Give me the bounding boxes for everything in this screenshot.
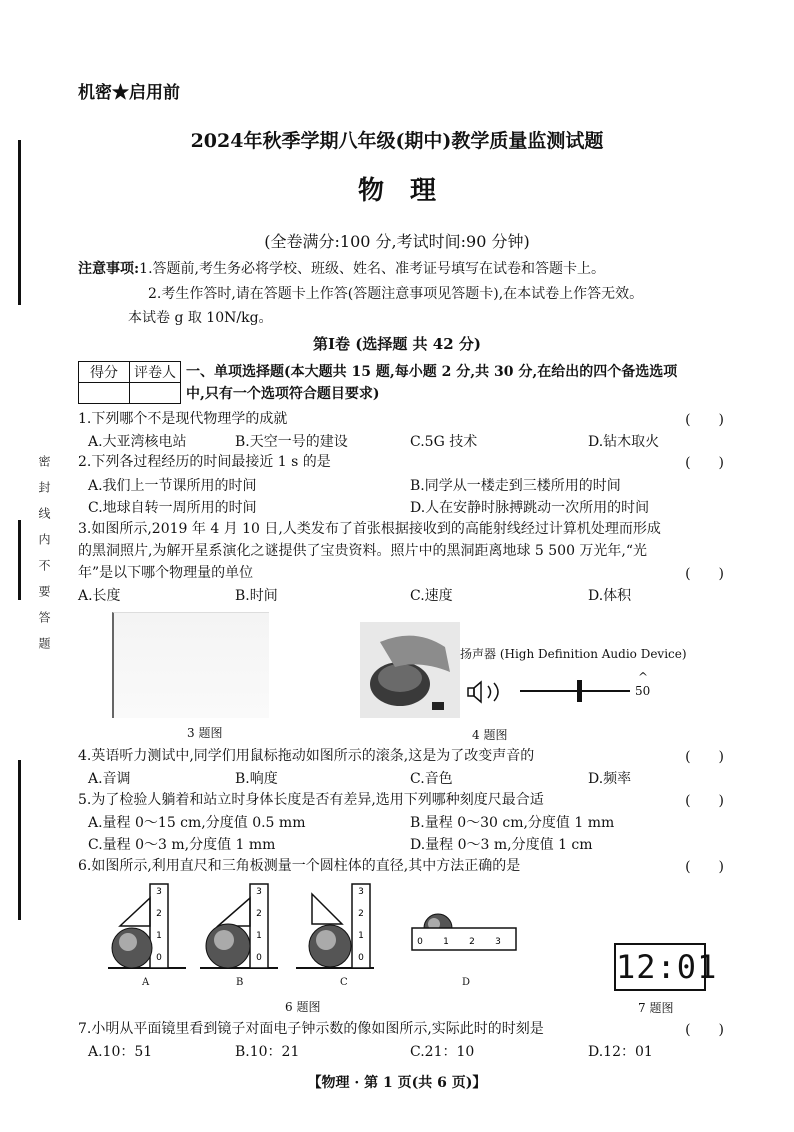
- fig3-blackhole-photo: [112, 612, 269, 718]
- q2-answer-bracket: ( ): [685, 455, 724, 471]
- q5-option-c: C.量程 0～3 m,分度值 1 mm: [88, 837, 276, 853]
- q5-answer-bracket: ( ): [685, 793, 724, 809]
- q1-option-c: C.5G 技术: [410, 434, 478, 450]
- fig7-clock: [614, 943, 718, 991]
- fig6d-tick-2: 2: [469, 937, 475, 947]
- fig6b-tick-3: 3: [256, 887, 262, 897]
- q4-stem: 4.英语听力测试中,同学们用鼠标拖动如图所示的滚条,这是为了改变声音的: [78, 748, 535, 764]
- grader-cell: [130, 383, 181, 404]
- clock-display: 12:01: [616, 948, 718, 986]
- score-label: 得分: [79, 362, 130, 383]
- q2-option-a: A.我们上一节课所用的时间: [88, 478, 257, 494]
- q7-stem: 7.小明从平面镜里看到镜子对面电子钟示数的像如图所示,实际此时的时刻是: [78, 1021, 544, 1037]
- margin-seal-text: 密封线内不要答题: [37, 455, 51, 663]
- fig6b-tick-1: 1: [256, 931, 262, 941]
- volume-slider-track[interactable]: [520, 690, 630, 692]
- notes-item-1: 1.答题前,考生务必将学校、班级、姓名、准考证号填写在试卷和答题卡上。: [139, 261, 605, 277]
- q1-answer-bracket: ( ): [685, 412, 724, 428]
- q7-option-c: C.21：10: [410, 1044, 475, 1060]
- q6-stem: 6.如图所示,利用直尺和三角板测量一个圆柱体的直径,其中方法正确的是: [78, 858, 521, 874]
- volume-up-caret-icon: ^: [638, 670, 649, 684]
- fig6-caption: 6 题图: [285, 1000, 321, 1014]
- q7-option-d: D.12：01: [588, 1044, 653, 1060]
- notes-item-3: 本试卷 g 取 10N/kg。: [128, 310, 273, 326]
- q3-option-d: D.体积: [588, 588, 632, 604]
- q5-option-d: D.量程 0～3 m,分度值 1 cm: [410, 837, 593, 853]
- fig3-caption: 3 题图: [187, 726, 223, 740]
- fig6d-tick-1: 1: [443, 937, 449, 947]
- section-intro-1: 一、单项选择题(本大题共 15 题,每小题 2 分,共 30 分,在给出的四个备选选项: [186, 364, 678, 380]
- fig6b-tick-2: 2: [256, 909, 262, 919]
- q3-option-a: A.长度: [78, 588, 121, 604]
- volume-slider-thumb[interactable]: [577, 680, 582, 702]
- q7-option-b: B.10：21: [235, 1044, 300, 1060]
- fig6a-tick-3: 3: [156, 887, 162, 897]
- notes-label: 注意事项:: [78, 261, 140, 277]
- q7-option-a: A.10：51: [88, 1044, 153, 1060]
- fig6c-tick-0: 0: [358, 953, 364, 963]
- volume-value: 50: [635, 684, 651, 698]
- fig6c-tick-2: 2: [358, 909, 364, 919]
- fig6-diagram-c: [296, 880, 376, 972]
- fig6-label-d: D: [462, 977, 471, 988]
- fig6c-tick-3: 3: [358, 887, 364, 897]
- q7-answer-bracket: ( ): [685, 1022, 724, 1038]
- q2-option-c: C.地球自转一周所用的时间: [88, 500, 257, 516]
- q3-stem-3: 年”是以下哪个物理量的单位: [78, 565, 254, 581]
- fig6-label-c: C: [340, 977, 348, 988]
- q6-answer-bracket: ( ): [685, 859, 724, 875]
- fig6d-tick-3: 3: [495, 937, 501, 947]
- fig6-diagram-b: [200, 880, 280, 972]
- q2-option-b: B.同学从一楼走到三楼所用的时间: [410, 478, 621, 494]
- score-box: [78, 361, 181, 404]
- speaker-icon[interactable]: [466, 680, 508, 704]
- q2-option-d: D.人在安静时脉搏跳动一次所用的时间: [410, 500, 650, 516]
- q1-option-d: D.钻木取火: [588, 434, 660, 450]
- q5-option-b: B.量程 0～30 cm,分度值 1 mm: [410, 815, 615, 831]
- q4-option-d: D.频率: [588, 771, 632, 787]
- section-title: 第Ⅰ卷 (选择题 共 42 分): [313, 335, 481, 353]
- fig6c-tick-1: 1: [358, 931, 364, 941]
- score-time: (全卷满分:100 分,考试时间:90 分钟): [264, 232, 530, 251]
- subject-title: 物 理: [357, 176, 436, 206]
- fig6b-tick-0: 0: [256, 953, 262, 963]
- fig6a-tick-1: 1: [156, 931, 162, 941]
- q3-option-c: C.速度: [410, 588, 453, 604]
- speaker-label: 扬声器 (High Definition Audio Device): [460, 647, 687, 661]
- page-footer: 【物理 · 第 1 页(共 6 页)】: [307, 1075, 487, 1091]
- fig4-mouse-image: [360, 622, 460, 718]
- fig4-caption: 4 题图: [472, 728, 508, 742]
- q3-stem-2: 的黑洞照片,为解开星系演化之谜提供了宝贵资料。照片中的黑洞距离地球 5 500 万光年,“光: [78, 543, 648, 559]
- q4-option-b: B.响度: [235, 771, 278, 787]
- grader-label: 评卷人: [130, 362, 181, 383]
- fig6-diagram-d: [410, 912, 520, 957]
- q1-option-b: B.天空一号的建设: [235, 434, 348, 450]
- fig6a-tick-0: 0: [156, 953, 162, 963]
- fig6a-tick-2: 2: [156, 909, 162, 919]
- notes-block: [78, 259, 605, 279]
- q3-answer-bracket: ( ): [685, 566, 724, 582]
- q3-stem-1: 3.如图所示,2019 年 4 月 10 日,人类发布了首张根据接收到的高能射线经过计算机处理而形成: [78, 521, 661, 537]
- exam-title: 2024年秋季学期八年级(期中)教学质量监测试题: [190, 130, 604, 152]
- fig6-diagram-a: [108, 880, 188, 972]
- confidential-label: 机密★启用前: [78, 83, 180, 103]
- fig6d-tick-0: 0: [417, 937, 423, 947]
- binding-line-mid: [18, 520, 21, 600]
- q5-option-a: A.量程 0～15 cm,分度值 0.5 mm: [88, 815, 306, 831]
- section-intro-2: 中,只有一个选项符合题目要求): [186, 386, 380, 402]
- notes-item-2: 2.考生作答时,请在答题卡上作答(答题注意事项见答题卡),在本试卷上作答无效。: [148, 286, 644, 302]
- binding-line-top: [18, 140, 21, 305]
- fig7-caption: 7 题图: [638, 1001, 674, 1015]
- fig6-label-a: A: [142, 977, 150, 988]
- q2-stem: 2.下列各过程经历的时间最接近 1 s 的是: [78, 454, 331, 470]
- q1-stem: 1.下列哪个不是现代物理学的成就: [78, 411, 288, 427]
- q4-option-a: A.音调: [88, 771, 131, 787]
- fig6-label-b: B: [236, 977, 244, 988]
- q1-option-a: A.大亚湾核电站: [88, 434, 187, 450]
- binding-line-low: [18, 760, 21, 920]
- q4-option-c: C.音色: [410, 771, 453, 787]
- q4-answer-bracket: ( ): [685, 749, 724, 765]
- q5-stem: 5.为了检验人躺着和站立时身体长度是否有差异,选用下列哪种刻度尺最合适: [78, 792, 544, 808]
- q3-option-b: B.时间: [235, 588, 278, 604]
- score-cell: [79, 383, 130, 404]
